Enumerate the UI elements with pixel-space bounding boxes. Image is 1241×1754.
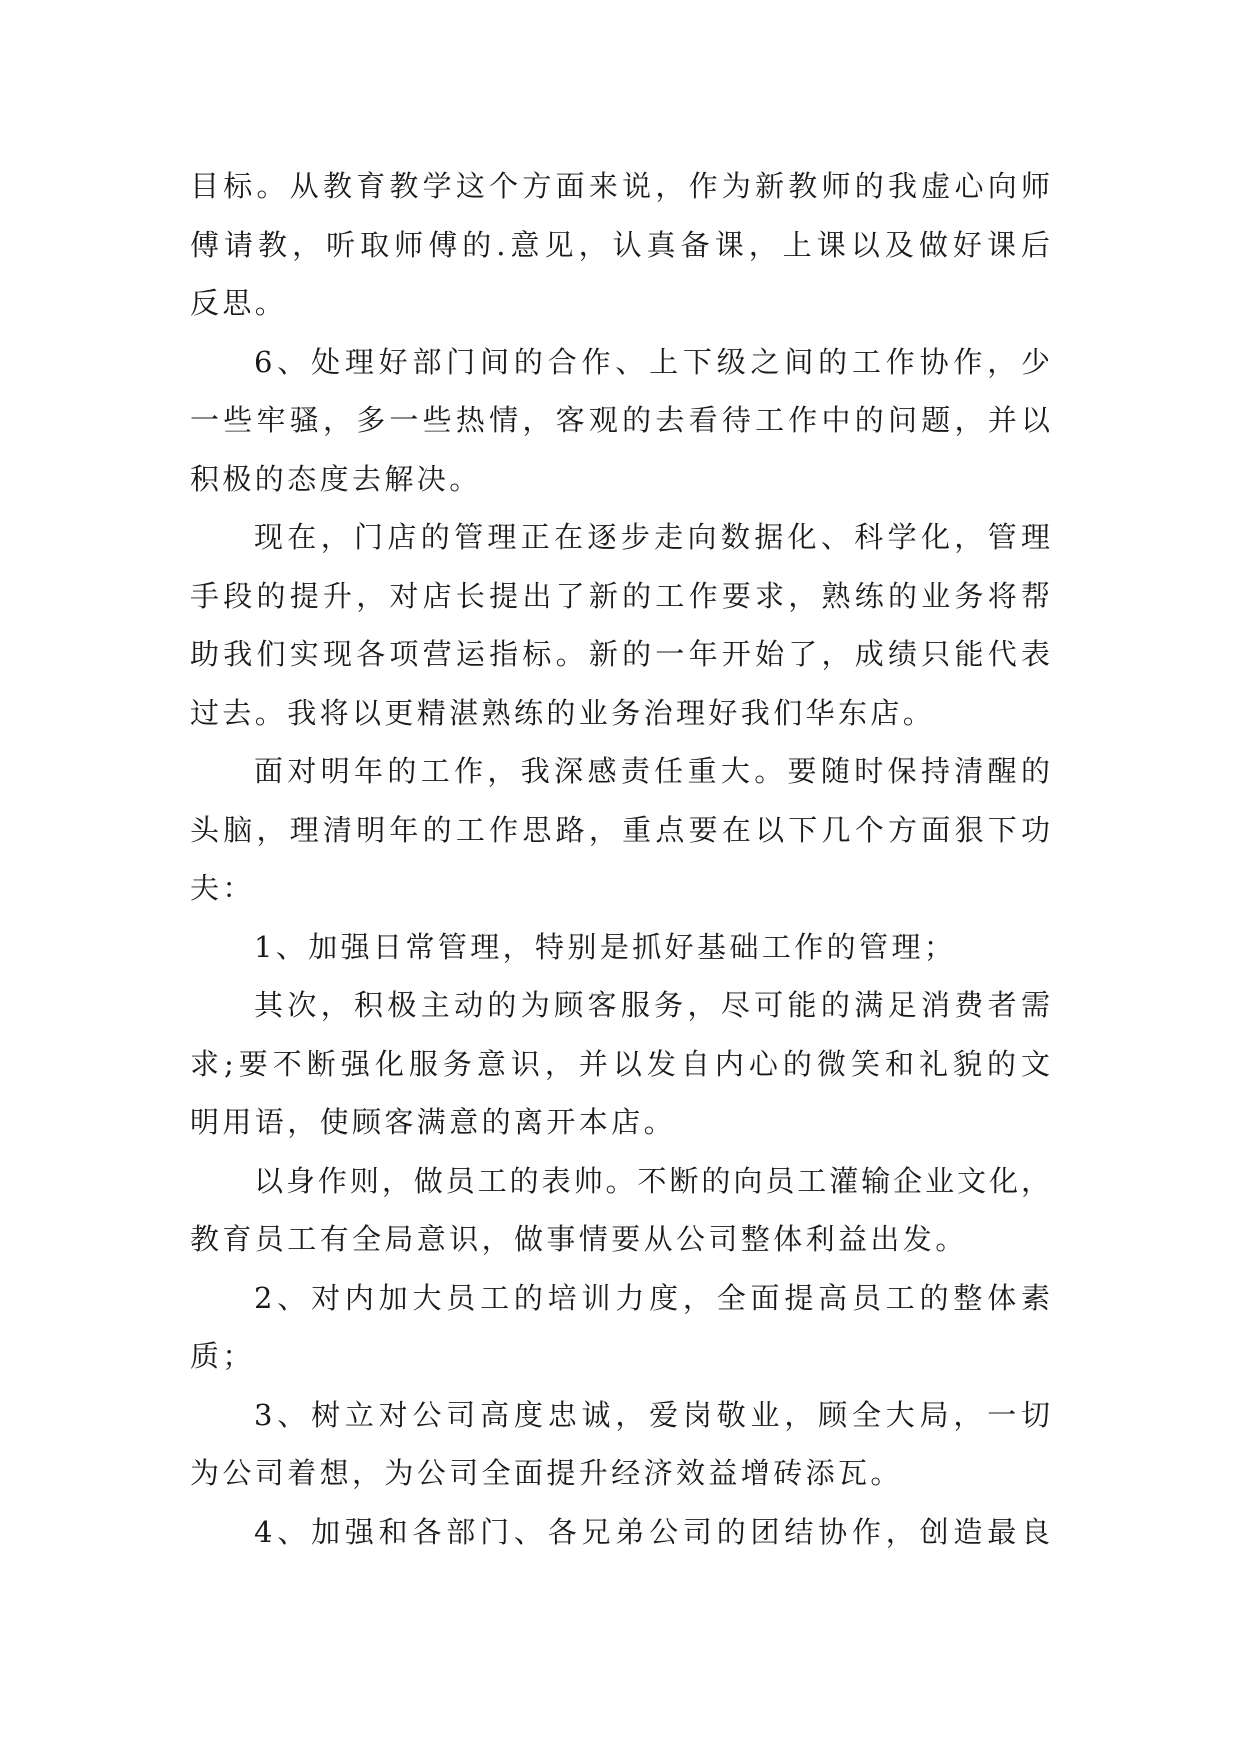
text-line: 现在，门店的管理正在逐步走向数据化、科学化，管理: [254, 520, 1050, 554]
text-line: 以身作则，做员工的表帅。不断的向员工灌输企业文化，: [254, 1163, 1050, 1198]
text-line: 教育员工有全局意识，做事情要从公司整体利益出发。: [190, 1222, 968, 1256]
text-line: 过去。我将以更精湛熟练的业务治理好我们华东店。: [190, 695, 936, 730]
text-line: 6、处理好部门间的合作、上下级之间的工作协作，少: [254, 344, 1050, 379]
text-line: 1、加强日常管理，特别是抓好基础工作的管理；: [254, 929, 957, 964]
text-line: 目标。从教育教学这个方面来说，作为新教师的我虚心向师: [190, 169, 1050, 203]
body-text: [190, 157, 1050, 1561]
text-line: 手段的提升，对店长提出了新的工作要求，熟练的业务将帮: [190, 578, 1050, 613]
text-line: 面对明年的工作，我深感责任重大。要随时保持清醒的: [254, 754, 1050, 788]
text-line: 2、对内加大员工的培训力度，全面提高员工的整体素: [254, 1280, 1050, 1315]
text-line: 求;要不断强化服务意识，并以发自内心的微笑和礼貌的文: [190, 1046, 1050, 1081]
text-line: 积极的态度去解决。: [190, 461, 482, 496]
text-line: 助我们实现各项营运指标。新的一年开始了，成绩只能代表: [190, 637, 1050, 671]
text-line: 其次，积极主动的为顾客服务，尽可能的满足消费者需: [254, 988, 1050, 1022]
text-line: 傅请教，听取师傅的.意见，认真备课，上课以及做好课后: [190, 227, 1050, 262]
text-line: 质；: [190, 1339, 255, 1373]
text-line: 4、加强和各部门、各兄弟公司的团结协作，创造最良: [254, 1514, 1050, 1549]
text-line: 夫：: [190, 871, 255, 905]
text-line: 一些牢骚，多一些热情，客观的去看待工作中的问题，并以: [190, 403, 1050, 437]
text-line: 反思。: [190, 286, 288, 320]
text-line: 3、树立对公司高度忠诚，爱岗敬业，顾全大局，一切: [254, 1397, 1050, 1432]
text-line: 为公司着想，为公司全面提升经济效益增砖添瓦。: [190, 1456, 903, 1490]
text-line: 头脑，理清明年的工作思路，重点要在以下几个方面狠下功: [190, 812, 1050, 847]
text-line: 明用语，使顾客满意的离开本店。: [190, 1105, 677, 1139]
